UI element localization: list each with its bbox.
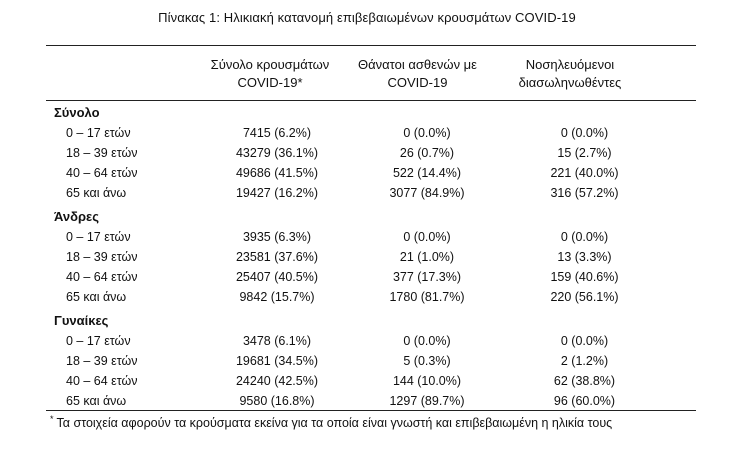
cases-cell: 43279 (36.1%) bbox=[235, 146, 318, 160]
intubated-cell: 0 (0.0%) bbox=[560, 126, 609, 140]
table-row bbox=[46, 371, 696, 391]
section-title-men: Άνδρες bbox=[54, 209, 99, 224]
column-header-cases bbox=[195, 56, 345, 92]
intubated-cell: 316 (57.2%) bbox=[550, 186, 619, 200]
table-row bbox=[46, 163, 696, 183]
intubated-cell: 221 (40.0%) bbox=[550, 166, 619, 180]
intubated-cell: 62 (38.8%) bbox=[553, 374, 616, 388]
table-row bbox=[46, 227, 696, 247]
table-row bbox=[46, 331, 696, 351]
deaths-cell: 144 (10.0%) bbox=[392, 374, 462, 388]
data-table bbox=[46, 102, 696, 411]
row-label: 0 – 17 ετών bbox=[66, 334, 131, 348]
row-label: 18 – 39 ετών bbox=[66, 146, 138, 160]
table-row bbox=[46, 267, 696, 287]
cases-cell: 3478 (6.1%) bbox=[242, 334, 312, 348]
deaths-cell: 0 (0.0%) bbox=[403, 126, 451, 140]
deaths-cell: 1297 (89.7%) bbox=[389, 394, 465, 408]
row-label: 0 – 17 ετών bbox=[66, 126, 131, 140]
cases-cell: 9842 (15.7%) bbox=[239, 290, 315, 304]
column-header-line: Νοσηλευόμενοι bbox=[525, 57, 615, 72]
row-label: 18 – 39 ετών bbox=[66, 354, 138, 368]
deaths-cell: 522 (14.4%) bbox=[392, 166, 462, 180]
footnote-marker: * bbox=[50, 414, 54, 424]
deaths-cell: 21 (1.0%) bbox=[399, 250, 455, 264]
cases-cell: 7415 (6.2%) bbox=[242, 126, 312, 140]
row-label: 40 – 64 ετών bbox=[66, 166, 138, 180]
intubated-cell: 159 (40.6%) bbox=[550, 270, 619, 284]
deaths-cell: 5 (0.3%) bbox=[403, 354, 451, 368]
intubated-cell: 15 (2.7%) bbox=[557, 146, 612, 160]
table-row bbox=[46, 287, 696, 307]
cases-cell: 24240 (42.5%) bbox=[235, 374, 318, 388]
row-label: 65 και άνω bbox=[66, 186, 127, 200]
table-row bbox=[46, 391, 696, 411]
row-label: 18 – 39 ετών bbox=[66, 250, 138, 264]
column-header-intubated bbox=[495, 56, 645, 92]
cases-cell: 25407 (40.5%) bbox=[235, 270, 318, 284]
intubated-cell: 220 (56.1%) bbox=[550, 290, 619, 304]
column-header-deaths bbox=[340, 56, 495, 92]
row-label: 40 – 64 ετών bbox=[66, 270, 138, 284]
cases-cell: 9580 (16.8%) bbox=[239, 394, 315, 408]
section-title-total: Σύνολο bbox=[54, 105, 100, 120]
section-title-women: Γυναίκες bbox=[54, 313, 109, 328]
row-label: 65 και άνω bbox=[66, 290, 127, 304]
intubated-cell: 0 (0.0%) bbox=[560, 334, 609, 348]
row-label: 0 – 17 ετών bbox=[66, 230, 131, 244]
row-label: 40 – 64 ετών bbox=[66, 374, 138, 388]
intubated-cell: 0 (0.0%) bbox=[560, 230, 609, 244]
table-row bbox=[46, 183, 696, 203]
column-header-line: Σύνολο κρουσμάτων bbox=[210, 57, 330, 72]
deaths-cell: 1780 (81.7%) bbox=[389, 290, 465, 304]
column-header-line: COVID-19* bbox=[237, 75, 303, 90]
footnote bbox=[50, 414, 612, 430]
cases-cell: 19681 (34.5%) bbox=[235, 354, 318, 368]
intubated-cell: 13 (3.3%) bbox=[557, 250, 612, 264]
cases-cell: 19427 (16.2%) bbox=[235, 186, 318, 200]
column-header-line: Θάνατοι ασθενών με bbox=[358, 57, 477, 72]
column-header-line: διασωληνωθέντες bbox=[518, 75, 622, 90]
table-top-rule bbox=[46, 45, 696, 46]
deaths-cell: 26 (0.7%) bbox=[399, 146, 455, 160]
cases-cell: 49686 (41.5%) bbox=[235, 166, 318, 180]
cases-cell: 3935 (6.3%) bbox=[242, 230, 312, 244]
table-row bbox=[46, 351, 696, 371]
cases-cell: 23581 (37.6%) bbox=[235, 250, 318, 264]
deaths-cell: 0 (0.0%) bbox=[403, 334, 451, 348]
table-caption: Πίνακας 1: Ηλικιακή κατανομή επιβεβαιωμένων κρουσμάτων COVID-19 bbox=[158, 10, 576, 25]
table-row bbox=[46, 123, 696, 143]
intubated-cell: 96 (60.0%) bbox=[553, 394, 616, 408]
deaths-cell: 377 (17.3%) bbox=[392, 270, 462, 284]
table-row bbox=[46, 247, 696, 267]
intubated-cell: 2 (1.2%) bbox=[560, 354, 609, 368]
footnote-text: Τα στοιχεία αφορούν τα κρούσματα εκείνα για τα οποία είναι γνωστή και επιβεβαιωμένη η ηλικία τους bbox=[56, 416, 613, 430]
deaths-cell: 3077 (84.9%) bbox=[389, 186, 465, 200]
row-label: 65 και άνω bbox=[66, 394, 127, 408]
deaths-cell: 0 (0.0%) bbox=[403, 230, 451, 244]
header-bottom-rule bbox=[46, 100, 696, 101]
column-header-line: COVID-19 bbox=[387, 75, 448, 90]
table-row bbox=[46, 143, 696, 163]
table-bottom-rule bbox=[46, 410, 696, 411]
